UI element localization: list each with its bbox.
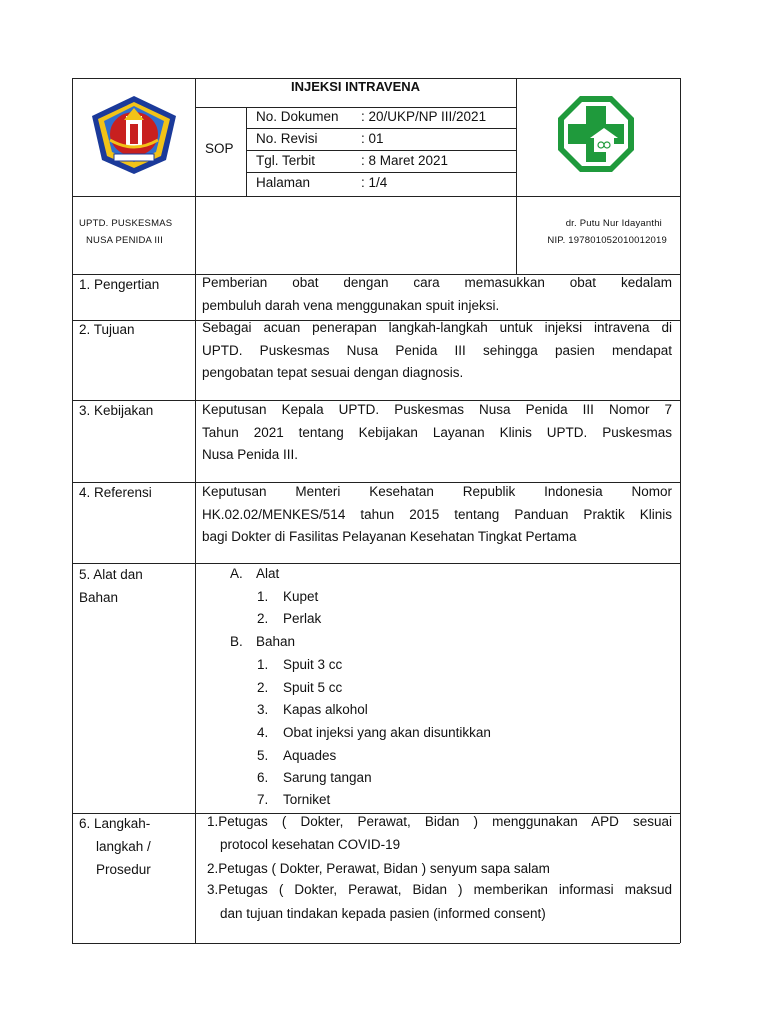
section-label-kebijakan: 3. Kebijakan <box>79 403 154 418</box>
revision-value: : 01 <box>361 131 384 146</box>
list-item: 6. Sarung tangan <box>257 770 372 785</box>
section-label-referensi: 4. Referensi <box>79 485 152 500</box>
pengertian-text: Pemberian obat dengan cara memasukkan obat kedalam pembuluh darah vena menggunakan spuit injeksi. <box>202 275 672 313</box>
signer-name: dr. Putu Nur Idayanthi <box>565 218 662 229</box>
list-item: 3. Kapas alkohol <box>257 702 368 717</box>
procedure-step-3: 3.Petugas ( Dokter, Perawat, Bidan ) memberikan informasi maksud <box>207 882 672 897</box>
signer-nip: NIP. 197801052010012019 <box>547 235 667 246</box>
list-group-bahan: B. Bahan <box>230 634 296 649</box>
section-label-prosedur-3: Prosedur <box>96 862 151 877</box>
section-label-tujuan: 2. Tujuan <box>79 322 135 337</box>
procedure-step-1-cont: protocol kesehatan COVID-19 <box>220 837 401 852</box>
doc-number-value: : 20/UKP/NP III/2021 <box>361 109 487 124</box>
revision-label: No. Revisi <box>256 131 318 146</box>
procedure-step-3-cont: dan tujuan tindakan kepada pasien (informed consent) <box>220 906 546 921</box>
doc-number-label: No. Dokumen <box>256 109 339 124</box>
list-item: 5. Aquades <box>257 748 337 763</box>
section-label-alat-bahan-1: 5. Alat dan <box>79 567 143 582</box>
issue-date-label: Tgl. Terbit <box>256 153 316 168</box>
page-label: Halaman <box>256 175 311 190</box>
list-item: 4. Obat injeksi yang akan disuntikkan <box>257 725 491 740</box>
section-label-prosedur-2: langkah / <box>96 839 151 854</box>
referensi-text: Keputusan Menteri Kesehatan Republik Indonesia Nomor HK.02.02/MENKES/514 tahun 2015 tentang Panduan Praktik Klinis bagi Dokter di Fasilitas Pelayanan Kesehatan Tingkat Pertama <box>202 484 672 545</box>
org-name-line1: UPTD. PUSKESMAS <box>79 218 173 229</box>
section-label-alat-bahan-2: Bahan <box>79 590 119 605</box>
kebijakan-text: Keputusan Kepala UPTD. Puskesmas Nusa Penida III Nomor 7 Tahun 2021 tentang Kebijakan Layanan Klinis UPTD. Puskesmas Nusa Penida III. <box>202 402 672 463</box>
regional-seal-logo <box>88 94 180 176</box>
list-item: 1. Spuit 3 cc <box>257 657 343 672</box>
list-item: 2. Spuit 5 cc <box>257 680 343 695</box>
puskesmas-logo <box>556 94 636 174</box>
tujuan-text: Sebagai acuan penerapan langkah-langkah untuk injeksi intravena di UPTD. Puskesmas Nusa Penida III sehingga pasien mendapat pengobatan tepat sesuai dengan diagnosis. <box>202 320 672 381</box>
sop-label: SOP <box>205 141 234 156</box>
procedure-step-2: 2.Petugas ( Dokter, Perawat, Bidan ) senyum sapa salam <box>207 861 550 876</box>
org-name-line2: NUSA PENIDA III <box>86 235 163 246</box>
procedure-step-1: 1.Petugas ( Dokter, Perawat, Bidan ) menggunakan APD sesuai <box>207 814 672 829</box>
list-item: 7. Torniket <box>257 792 331 807</box>
document-title: INJEKSI INTRAVENA <box>290 79 421 94</box>
list-item: 1. Kupet <box>257 589 319 604</box>
issue-date-value: : 8 Maret 2021 <box>361 153 449 168</box>
list-group-alat: A. Alat <box>230 566 280 581</box>
section-label-prosedur-1: 6. Langkah- <box>79 816 151 831</box>
list-item: 2. Perlak <box>257 611 322 626</box>
section-label-pengertian: 1. Pengertian <box>79 277 160 292</box>
page-value: : 1/4 <box>361 175 388 190</box>
